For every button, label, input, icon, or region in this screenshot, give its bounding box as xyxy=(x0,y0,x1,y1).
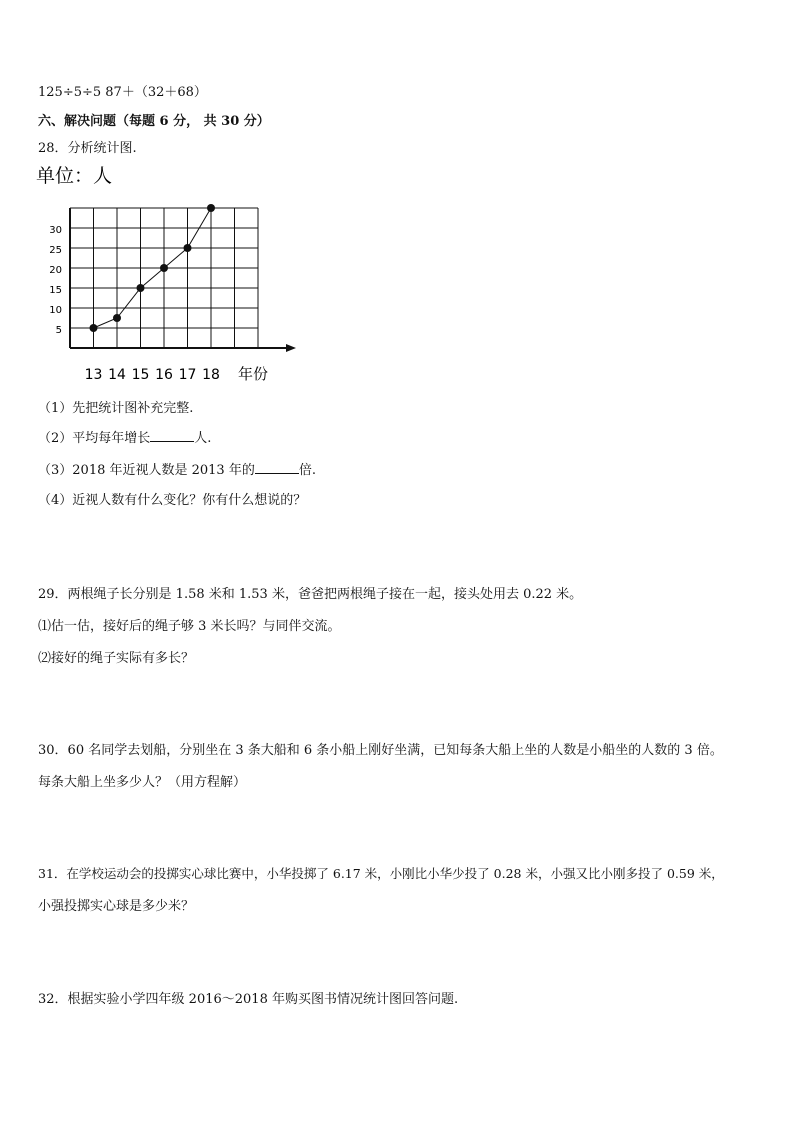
y-tick-label: 20 xyxy=(49,265,62,276)
question-29-part-1: ⑴估一估，接好后的绳子够 3 米长吗？与同伴交流。 xyxy=(38,619,341,634)
question-29-part-2: ⑵接好的绳子实际有多长？ xyxy=(38,651,195,666)
question-29: 29．两根绳子长分别是 1.58 米和 1.53 米，爸爸把两根绳子接在一起，接头处用去 0.22 米。 xyxy=(38,587,583,602)
data-point xyxy=(207,204,215,212)
data-point xyxy=(90,324,98,332)
q28-2-unit: 人. xyxy=(194,431,212,446)
x-tick-label: 17 xyxy=(178,367,197,383)
question-28-part-3 xyxy=(38,459,316,478)
y-tick-label: 10 xyxy=(49,305,62,316)
calculation-line: 125÷5÷5 87＋（32＋68） xyxy=(38,85,207,100)
answer-blank[interactable] xyxy=(150,429,194,442)
chart-grid xyxy=(70,208,258,348)
data-point xyxy=(113,314,121,322)
question-28: 28．分析统计图. xyxy=(38,141,137,156)
question-32: 32．根据实验小学四年级 2016～2018 年购买图书情况统计图回答问题. xyxy=(38,992,459,1007)
q28-3-unit: 倍. xyxy=(298,463,316,478)
data-point xyxy=(160,264,168,272)
question-28-part-2 xyxy=(38,427,211,446)
x-axis-title: 年份 xyxy=(238,365,269,383)
x-tick-label: 15 xyxy=(131,367,150,383)
question-31-line-2: 小强投掷实心球是多少米？ xyxy=(38,899,195,914)
question-28-part-4: （4）近视人数有什么变化？你有什么想说的？ xyxy=(38,493,307,508)
question-31-line-1: 31．在学校运动会的投掷实心球比赛中，小华投掷了 6.17 米，小刚比小华少投了 0.28 米，小强又比小刚多投了 0.59 米， xyxy=(38,866,724,881)
answer-blank[interactable] xyxy=(255,461,299,474)
x-tick-label: 16 xyxy=(155,367,173,383)
y-tick-label: 15 xyxy=(49,285,62,296)
section-heading: 六、解决问题（每题 6 分， 共 30 分） xyxy=(38,114,270,129)
q28-3-text: （3）2018 年近视人数是 2013 年的 xyxy=(38,463,255,478)
x-axis-arrow xyxy=(286,344,296,352)
x-tick-label: 14 xyxy=(108,367,126,383)
x-tick-labels xyxy=(85,367,220,383)
question-30-line-1: 30．60 名同学去划船，分别坐在 3 条大船和 6 条小船上刚好坐满，已知每条大船上坐的人数是小船坐的人数的 3 倍。 xyxy=(38,743,723,758)
x-tick-label: 13 xyxy=(84,367,103,383)
x-tick-label: 18 xyxy=(202,367,220,383)
y-tick-label: 5 xyxy=(55,325,62,336)
question-28-part-1: （1）先把统计图补充完整. xyxy=(38,401,194,416)
y-tick-label: 25 xyxy=(49,245,62,256)
y-tick-labels xyxy=(49,225,62,336)
line-chart xyxy=(34,160,314,390)
chart-axes xyxy=(70,208,296,352)
question-30-line-2: 每条大船上坐多少人？（用方程解） xyxy=(38,775,247,790)
y-tick-label: 30 xyxy=(49,225,62,236)
data-point xyxy=(137,284,145,292)
q28-2-text: （2）平均每年增长 xyxy=(38,431,151,446)
data-point xyxy=(184,244,192,252)
chart-unit-label: 单位：人 xyxy=(36,165,113,187)
